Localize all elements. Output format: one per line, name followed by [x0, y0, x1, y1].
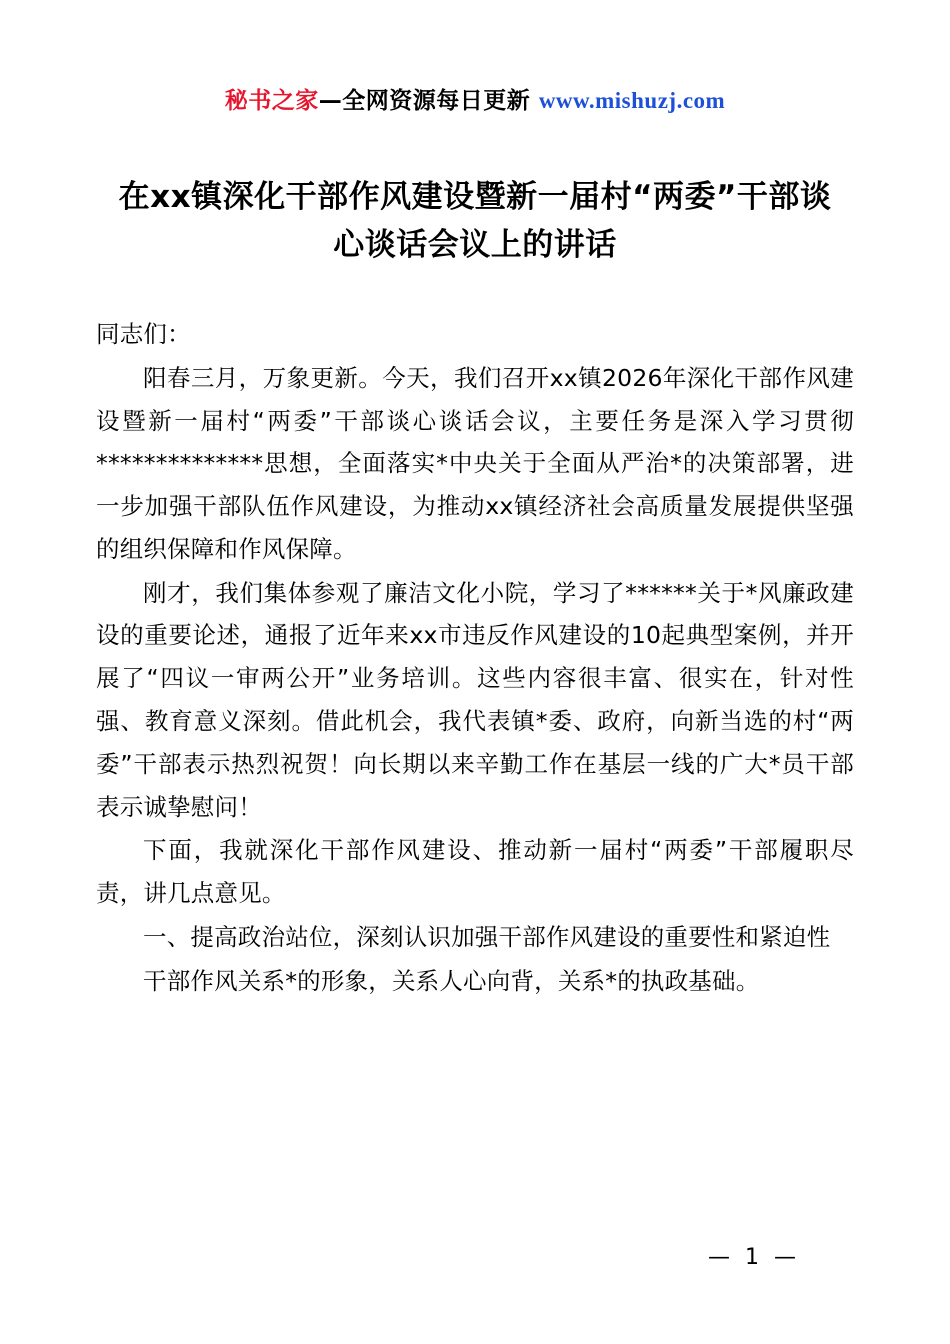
- section-heading-one: 一、提高政治站位，深刻认识加强干部作风建设的重要性和紧迫性: [143, 922, 831, 951]
- site-brand: 秘书之家: [224, 88, 319, 114]
- paragraph-2: 刚才，我们集体参观了廉洁文化小院，学习了******关于*风廉政建设的重要论述，通报了近年来xx市违反作风建设的10起典型案例，并开展了“四议一审两公开”业务培训。这些内容很丰富、很实在，针对性强、教育意义深刻。借此机会，我代表镇*委、政府，向新当选的村“两委”干部表示热烈祝贺！向长期以来辛勤工作在基层一线的广大*员干部表示诚挚慰问！: [96, 578, 854, 821]
- document-body: [96, 313, 854, 1002]
- paragraph-4: 干部作风关系*的形象，关系人心向背，关系*的执政基础。: [143, 966, 760, 995]
- salutation: 同志们：: [96, 320, 191, 349]
- site-url[interactable]: www.mishuzj.com: [538, 88, 726, 113]
- paragraph-1: 阳春三月，万象更新。今天，我们召开xx镇2026年深化干部作风建设暨新一届村“两委”干部谈心谈话会议，主要任务是深入学习贯彻**************思想，全面落实*中央关于全面从严治*的决策部署，进一步加强干部队伍作风建设，为推动xx镇经济社会高质量发展提供坚强的组织保障和作风保障。: [96, 363, 854, 563]
- page-number: — 1 —: [708, 1245, 800, 1270]
- site-banner: [96, 0, 854, 115]
- paragraph-3: 下面，我就深化干部作风建设、推动新一届村“两委”干部履职尽责，讲几点意见。: [96, 836, 854, 908]
- page-title: 在xx镇深化干部作风建设暨新一届村“两委”干部谈心谈话会议上的讲话: [118, 179, 832, 264]
- site-tagline: —全网资源每日更新: [318, 88, 539, 114]
